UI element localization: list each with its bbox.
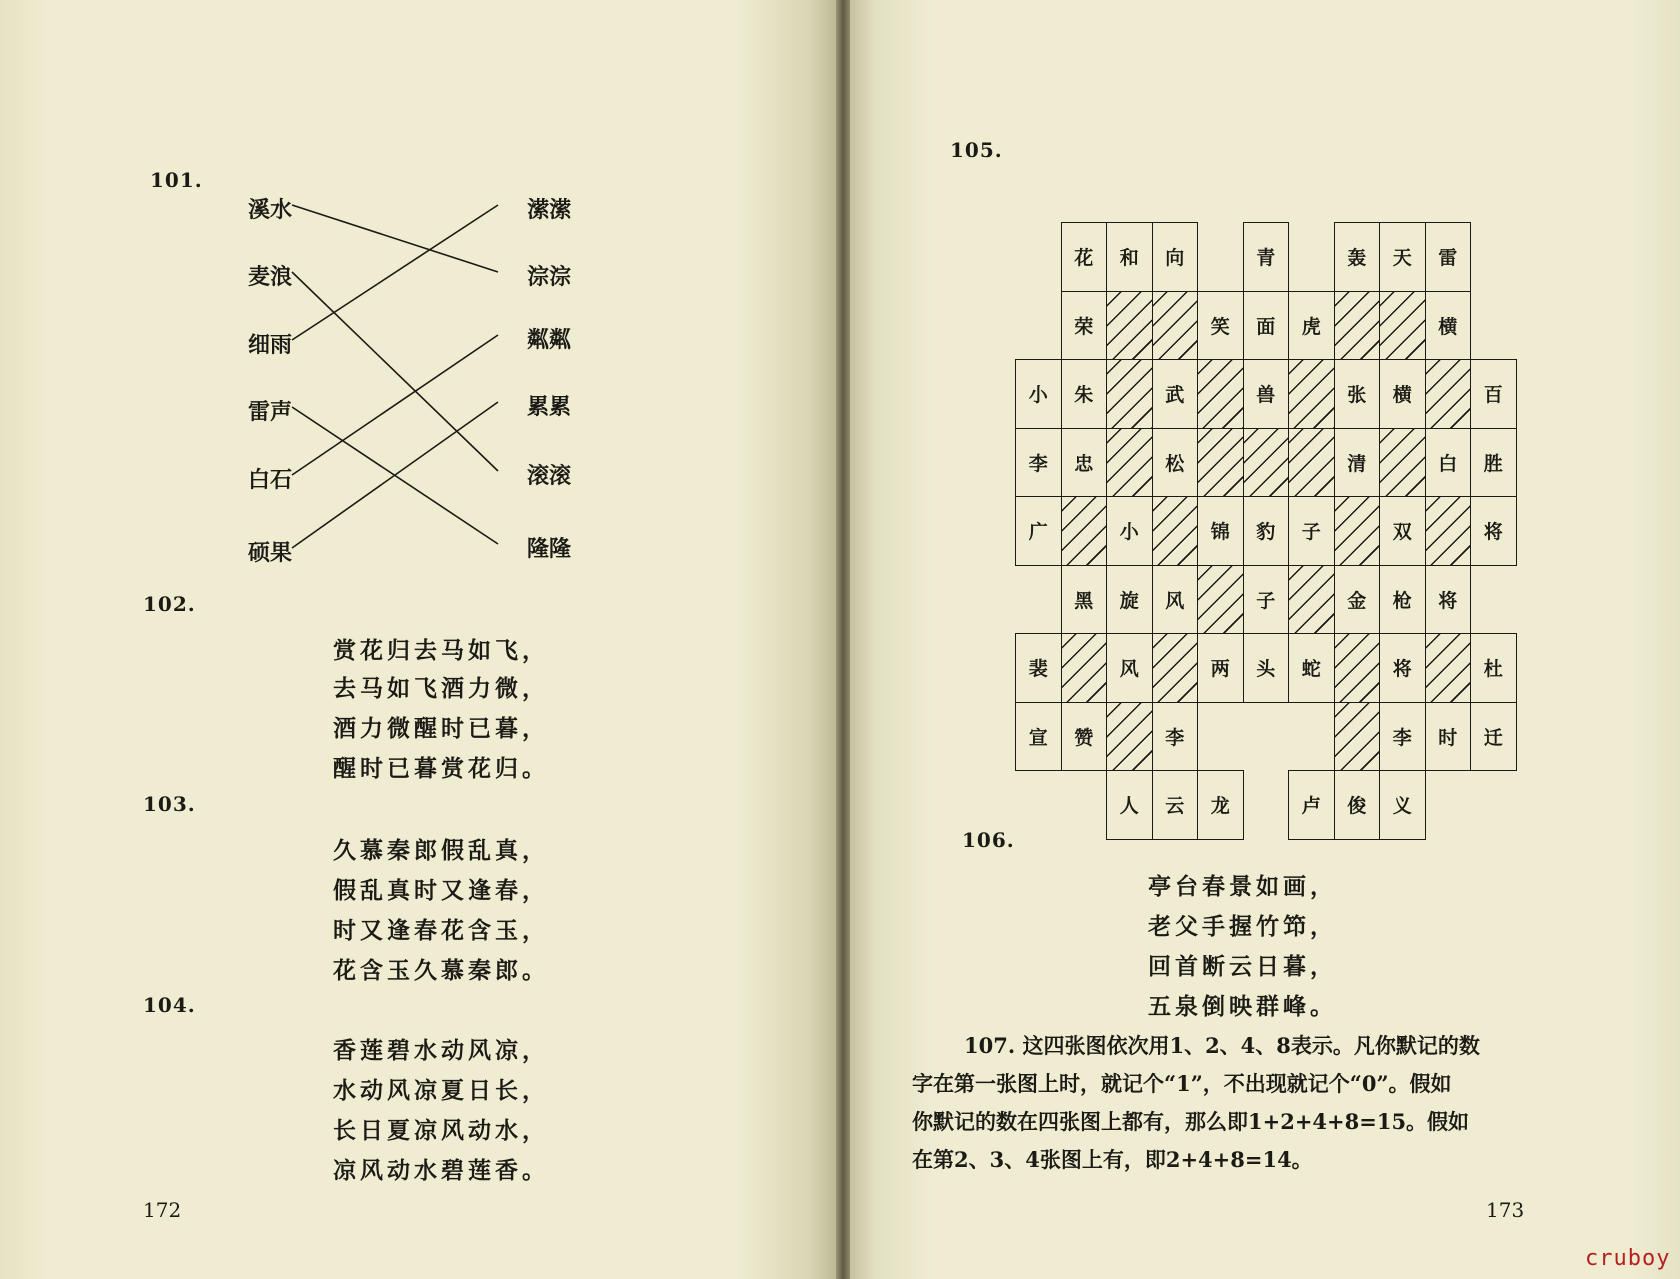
q101-right-item-5: 滚滚 (527, 463, 572, 489)
match-line-5 (292, 335, 498, 475)
grid-cell: 风 (1152, 565, 1199, 635)
q106-line-3: 回首断云日暮， (1148, 953, 1337, 980)
match-line-3 (292, 205, 498, 340)
match-line-1 (292, 205, 498, 272)
grid-cell: 向 (1152, 222, 1199, 292)
q101-left-item-4: 雷声 (248, 399, 293, 425)
q104-number: 104. (143, 993, 196, 1017)
grid-cell: 虎 (1288, 291, 1335, 361)
grid-cell: 松 (1152, 428, 1199, 498)
grid-cell: 金 (1334, 565, 1381, 635)
q107-line-1: 107. 这四张图依次用1、2、4、8表示。凡你默记的数 (964, 1033, 1480, 1058)
grid-cell: 李 (1015, 428, 1062, 498)
grid-cell: 小 (1015, 359, 1062, 429)
grid-cell-hatched (1152, 291, 1199, 361)
grid-cell: 面 (1243, 291, 1290, 361)
grid-cell: 双 (1379, 496, 1426, 566)
grid-cell: 轰 (1334, 222, 1381, 292)
q104-line-2: 水动风凉夏日长， (333, 1077, 549, 1104)
grid-cell: 和 (1106, 222, 1153, 292)
grid-cell: 横 (1379, 359, 1426, 429)
grid-cell: 花 (1061, 222, 1108, 292)
grid-cell: 头 (1243, 633, 1290, 703)
grid-cell-hatched (1106, 291, 1153, 361)
match-line-6 (292, 402, 498, 548)
q101-left-item-5: 白石 (248, 467, 293, 493)
q101-right-item-2: 淙淙 (527, 264, 572, 290)
watermark: cruboy (1585, 1246, 1671, 1271)
grid-cell: 裴 (1015, 633, 1062, 703)
grid-cell-hatched (1288, 359, 1335, 429)
grid-cell: 云 (1152, 770, 1199, 840)
grid-cell-hatched (1106, 428, 1153, 498)
q101-number: 101. (150, 168, 203, 192)
grid-cell: 李 (1379, 702, 1426, 772)
grid-cell: 锦 (1197, 496, 1244, 566)
grid-cell: 小 (1106, 496, 1153, 566)
grid-cell-hatched (1334, 291, 1381, 361)
grid-cell-hatched (1425, 633, 1472, 703)
book-gutter (836, 0, 850, 1279)
q101-right-item-4: 累累 (527, 394, 572, 420)
q107-line-3: 你默记的数在四张图上都有，那么即1+2+4+8=15。假如 (912, 1109, 1470, 1134)
grid-cell-hatched (1288, 565, 1335, 635)
grid-cell: 风 (1106, 633, 1153, 703)
q102-line-4: 醒时已暮赏花归。 (333, 755, 549, 782)
grid-cell: 兽 (1243, 359, 1290, 429)
grid-cell: 笑 (1197, 291, 1244, 361)
q107-line-4: 在第2、3、4张图上有，即2+4+8=14。 (912, 1147, 1313, 1172)
left-page-number: 172 (143, 1198, 182, 1222)
grid-cell-hatched (1106, 359, 1153, 429)
grid-cell-hatched (1425, 496, 1472, 566)
grid-cell: 迁 (1470, 702, 1517, 772)
grid-cell-hatched (1288, 428, 1335, 498)
grid-cell: 赞 (1061, 702, 1108, 772)
q103-line-4: 花含玉久慕秦郎。 (333, 957, 549, 984)
q106-line-2: 老父手握竹笻， (1148, 913, 1337, 940)
grid-cell: 清 (1334, 428, 1381, 498)
q103-line-2: 假乱真时又逢春， (333, 877, 549, 904)
grid-cell-hatched (1334, 702, 1381, 772)
grid-cell: 青 (1243, 222, 1290, 292)
grid-cell: 杜 (1470, 633, 1517, 703)
grid-cell-hatched (1152, 633, 1199, 703)
grid-cell: 卢 (1288, 770, 1335, 840)
grid-cell-hatched (1425, 359, 1472, 429)
grid-cell: 胜 (1470, 428, 1517, 498)
grid-cell: 将 (1470, 496, 1517, 566)
grid-cell: 人 (1106, 770, 1153, 840)
grid-cell: 两 (1197, 633, 1244, 703)
q102-line-1: 赏花归去马如飞， (333, 637, 549, 664)
q106-line-1: 亭台春景如画， (1148, 873, 1337, 900)
grid-cell: 武 (1152, 359, 1199, 429)
grid-cell: 俊 (1334, 770, 1381, 840)
q101-right-item-1: 潆潆 (527, 197, 572, 223)
grid-cell-hatched (1379, 428, 1426, 498)
grid-cell: 张 (1334, 359, 1381, 429)
grid-cell-hatched (1061, 496, 1108, 566)
grid-cell: 黑 (1061, 565, 1108, 635)
grid-cell: 百 (1470, 359, 1517, 429)
q104-line-1: 香莲碧水动风凉， (333, 1037, 549, 1064)
q101-left-item-3: 细雨 (248, 332, 293, 358)
grid-cell-hatched (1061, 633, 1108, 703)
grid-cell: 宣 (1015, 702, 1062, 772)
grid-cell: 朱 (1061, 359, 1108, 429)
q102-line-3: 酒力微醒时已暮， (333, 715, 549, 742)
grid-cell-hatched (1197, 428, 1244, 498)
grid-cell: 忠 (1061, 428, 1108, 498)
grid-cell-hatched (1243, 428, 1290, 498)
grid-cell: 横 (1425, 291, 1472, 361)
grid-cell: 荣 (1061, 291, 1108, 361)
q103-line-1: 久慕秦郎假乱真， (333, 837, 549, 864)
q101-left-item-6: 硕果 (248, 540, 293, 566)
q103-line-3: 时又逢春花含玉， (333, 917, 549, 944)
grid-cell: 雷 (1425, 222, 1472, 292)
q104-line-4: 凉风动水碧莲香。 (333, 1157, 549, 1184)
grid-cell: 豹 (1243, 496, 1290, 566)
match-line-2 (292, 272, 498, 471)
grid-cell-hatched (1197, 359, 1244, 429)
grid-cell: 枪 (1379, 565, 1426, 635)
q105-number: 105. (950, 138, 1003, 162)
grid-cell-hatched (1152, 496, 1199, 566)
q101-right-item-3: 粼粼 (527, 327, 572, 353)
q106-number: 106. (962, 828, 1015, 852)
grid-cell: 白 (1425, 428, 1472, 498)
grid-cell: 广 (1015, 496, 1062, 566)
grid-cell-hatched (1106, 702, 1153, 772)
grid-cell-hatched (1197, 565, 1244, 635)
grid-cell: 将 (1379, 633, 1426, 703)
grid-cell: 旋 (1106, 565, 1153, 635)
q102-number: 102. (143, 592, 196, 616)
right-page-number: 173 (1486, 1198, 1525, 1222)
grid-cell: 蛇 (1288, 633, 1335, 703)
grid-cell-hatched (1334, 633, 1381, 703)
q101-left-item-2: 麦浪 (248, 264, 293, 290)
grid-cell: 将 (1425, 565, 1472, 635)
grid-cell: 子 (1288, 496, 1335, 566)
grid-cell: 时 (1425, 702, 1472, 772)
grid-cell: 天 (1379, 222, 1426, 292)
q101-right-item-6: 隆隆 (527, 536, 572, 562)
q103-number: 103. (143, 792, 196, 816)
grid-cell-hatched (1379, 291, 1426, 361)
q101-left-item-1: 溪水 (248, 197, 293, 223)
grid-cell: 龙 (1197, 770, 1244, 840)
q101-matching-lines (0, 0, 836, 600)
q107-line-2: 字在第一张图上时，就记个“1”，不出现就记个“0”。假如 (912, 1071, 1452, 1096)
grid-cell: 李 (1152, 702, 1199, 772)
grid-cell-hatched (1334, 496, 1381, 566)
grid-cell: 子 (1243, 565, 1290, 635)
q106-line-4: 五泉倒映群峰。 (1148, 993, 1337, 1020)
grid-cell: 义 (1379, 770, 1426, 840)
q102-line-2: 去马如飞酒力微， (333, 675, 549, 702)
q104-line-3: 长日夏凉风动水， (333, 1117, 549, 1144)
